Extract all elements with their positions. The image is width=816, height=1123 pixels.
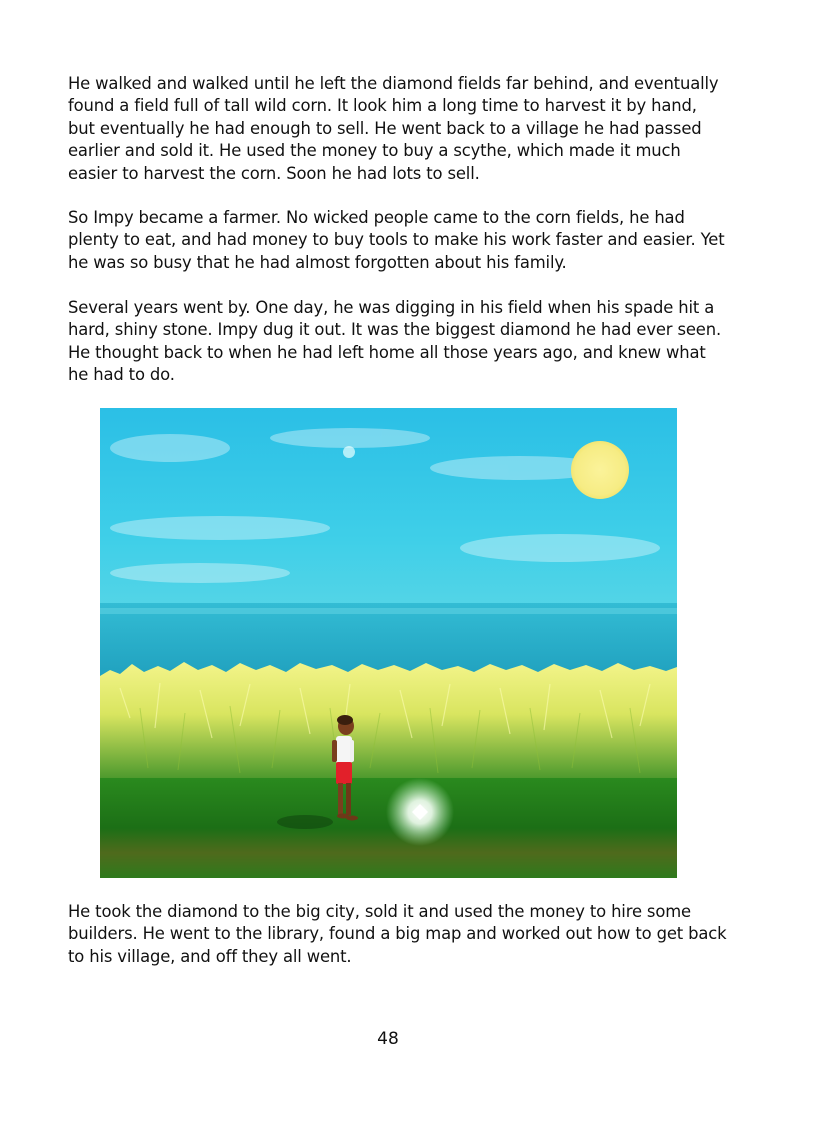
glowing-diamond	[386, 778, 454, 846]
story-paragraph-4: He took the diamond to the big city, sold it and used the money to hire some builders. He went to the library, found a big map and worked out how to get back to his village, and off they all went.	[68, 902, 727, 966]
sun	[571, 441, 629, 499]
page-number: 48	[377, 1029, 399, 1049]
story-paragraph-3: Several years went by. One day, he was digging in his field when his spade hit a hard, shiny stone. Impy dug it out. It was the biggest diamond he had ever seen. He thought back to when he had left home all those years ago, and knew what he had to do.	[68, 298, 722, 385]
grass-ground	[100, 778, 677, 878]
story-paragraph-1: He walked and walked until he left the diamond fields far behind, and eventually found a field full of tall wild corn. It look him a long time to harvest it by hand, but eventually he had enough to sell. He went back to a village he had passed earlier and sold it. He used the money to buy a scythe, which made it much easier to harvest the corn. Soon he had lots to sell.	[68, 74, 719, 183]
story-paragraph-2: So Impy became a farmer. No wicked people came to the corn fields, he had plenty to eat, and had money to buy tools to make his work faster and easier. Yet he was so busy that he had almost forgotten about his family.	[68, 208, 725, 272]
corn-field	[100, 662, 677, 778]
illustration-boy-in-cornfield	[100, 408, 677, 878]
